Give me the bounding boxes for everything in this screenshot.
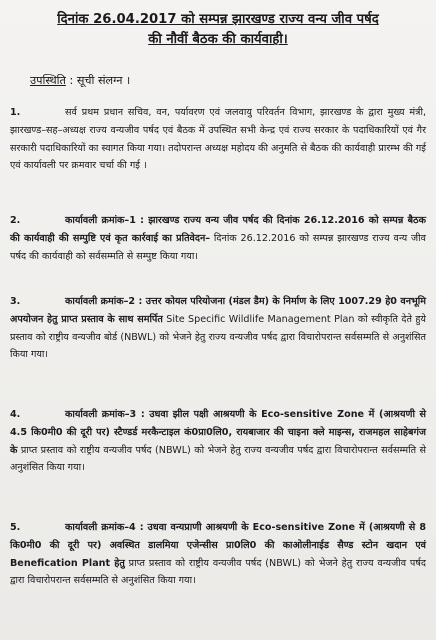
item-text: Site Specific Wildlife Management Plan को स्वीकृति देते हुये प्रस्ताव को राष्ट्रीय वन्यजीव बोर्ड (NBWL) को भेजने हेतु राज्य वन्यजीव पर्षद द्वारा विचारोपरान्त सर्वसम्मति से अनुशंसित किया गया। [10,313,426,361]
title-line-2: की नौवीं बैठक की कार्यवाही। [148,32,288,47]
item-heading: कार्यावली क्रमांक–2 : उत्तर कोयल परियोजना (मंडल डैम) के निर्माण के लिए 1007.29 हे0 वनभूमि अपयोजन हेतु प्राप्त प्रस्ताव के साथ समर्पित [10,296,426,325]
item-number: 3. [10,296,21,307]
item-number: 1. [10,107,21,118]
document-title [12,10,424,50]
item-number: 5. [10,522,21,533]
item-number: 4. [10,409,21,420]
agenda-item-2 [10,212,426,265]
item-number: 2. [10,215,21,226]
agenda-item-3 [10,293,426,364]
item-heading: कार्यावली क्रमांक–4 : उधवा वन्यप्राणी आश्रयणी के Eco-sensitive Zone में (आश्रयणी से 8 कि0मी0 की दूरी पर) अवस्थित डालमिया एजेन्सीस प्रा0लि0 की काओलीनाईड सैण्ड स्टोन खदान एवं Benefication Plant हेतु [10,522,426,569]
item-heading: कार्यावली क्रमांक–1 : झारखण्ड राज्य वन्य जीव पर्षद की दिनांक 26.12.2016 को सम्पन्न बैठक की कार्यवाही की सम्पुष्टि एवं कृत कार्रवाई का प्रतिवेदन– [10,215,426,244]
item-heading: कार्यावली क्रमांक–3 : उधवा झील पक्षी आश्रयणी के Eco-sensitive Zone में (आश्रयणी से 4.5 कि0मी0 की दूरी पर) स्टैण्डर्ड मरकैन्टाइल कं0प्रा0लि0, रायबाजार की चाइना क्ले माइन्स, राजमहल साहेबगंज के [10,409,426,456]
agenda-item-5 [10,519,426,590]
item-text: प्राप्त प्रस्ताव को राष्ट्रीय वन्यजीव पर्षद (NBWL) को भेजने हेतु राज्य वन्यजीव पर्षद द्वारा विचारोपरान्त सर्वसम्मति से अनुशंसित किया गया। [10,444,426,474]
attendance-label: उपस्थिति [30,74,66,87]
agenda-item-1 [10,104,426,175]
item-text: प्राप्त प्रस्ताव को राष्ट्रीय वन्यजीव पर्षद (NBWL) को भेजने हेतु राज्य वन्यजीव पर्षद द्वारा विचारोपरान्त सर्वसम्मति से अनुशंसित किया गया। [10,557,426,587]
title-line-1: दिनांक 26.04.2017 को सम्पन्न झारखण्ड राज्य वन्य जीव पर्षद [57,12,379,27]
attendance-line [30,73,130,88]
attendance-value: : सूची संलग्न । [69,74,131,87]
agenda-item-4 [10,406,426,477]
item-text: दिनांक 26.12.2016 को सम्पन्न झारखण्ड राज्य वन्य जीव पर्षद की कार्यवाही को सर्वसम्मति से सम्पुष्ट किया गया। [10,232,426,262]
item-text: सर्व प्रथम प्रधान सचिव, वन, पर्यावरण एवं जलवायु परिवर्तन विभाग, झारखण्ड के द्वारा मुख्य मंत्री, झारखण्ड–सह–अध्यक्ष राज्य वन्यजीव पर्षद एवं बैठक में उपस्थित सभी केन्द्र एवं राज्य सरकार के पदाधिकारियों एवं गैर सरकारी पदाधिकारियों का स्वागत किया गया। तदोपरान्त अध्यक्ष महोदय की अनुमति से बैठक की कार्यवाही प्रारम्भ की गई एवं कार्यावली पर क्रमवार चर्चा की गई । [10,107,426,172]
